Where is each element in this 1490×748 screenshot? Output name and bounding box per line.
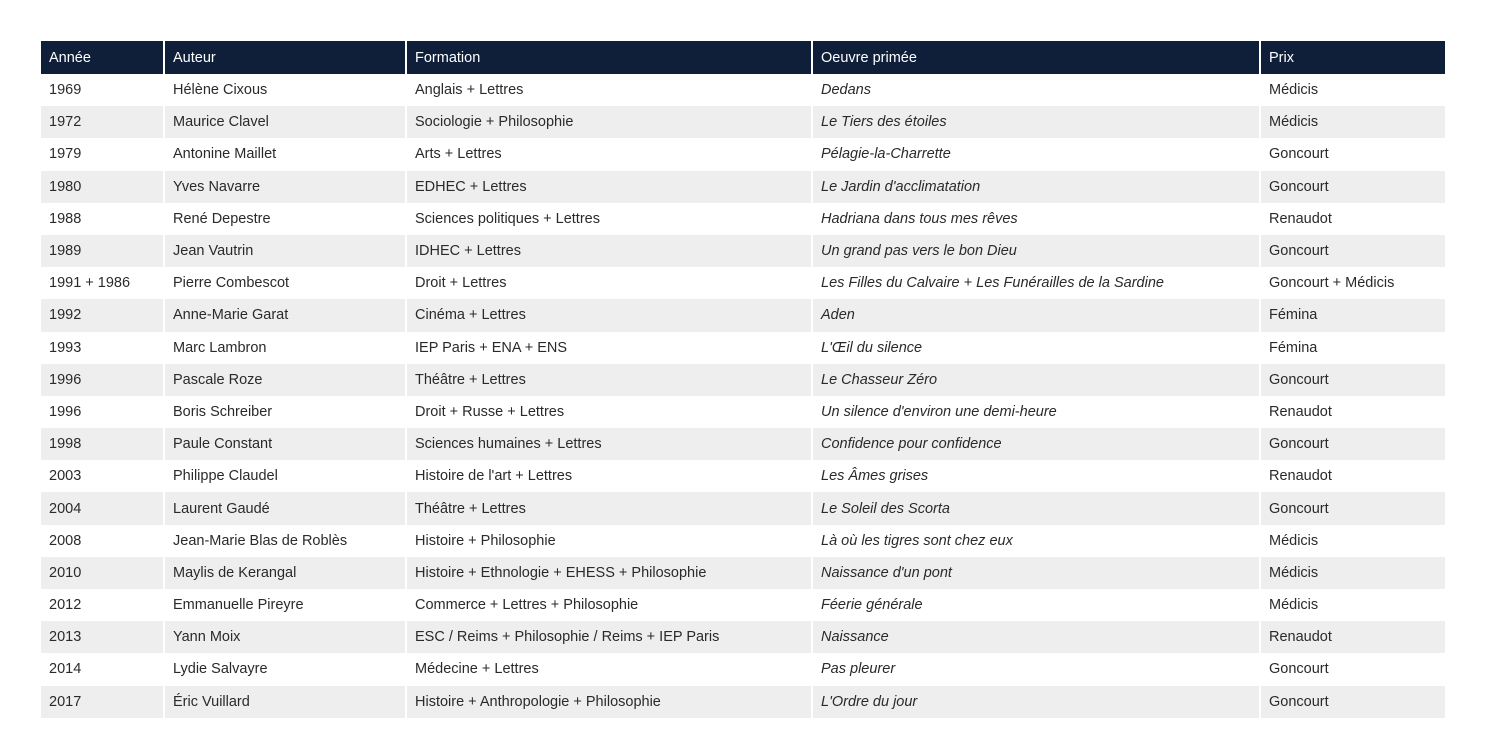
cell-prize: Médicis [1260, 525, 1445, 557]
cell-work: Confidence pour confidence [812, 428, 1260, 460]
table-row [41, 203, 1445, 235]
cell-work: Les Filles du Calvaire + Les Funérailles de la Sardine [812, 267, 1260, 299]
cell-work: Féerie générale [812, 589, 1260, 621]
cell-year: 1996 [41, 396, 164, 428]
cell-year: 2017 [41, 686, 164, 718]
table-row [41, 171, 1445, 203]
cell-year: 1980 [41, 171, 164, 203]
cell-formation: Sciences politiques + Lettres [406, 203, 812, 235]
cell-author: Antonine Maillet [164, 138, 406, 170]
table-row [41, 396, 1445, 428]
cell-formation: EDHEC + Lettres [406, 171, 812, 203]
cell-prize: Médicis [1260, 589, 1445, 621]
cell-formation: Droit + Lettres [406, 267, 812, 299]
cell-prize: Renaudot [1260, 203, 1445, 235]
cell-author: Maylis de Kerangal [164, 557, 406, 589]
cell-author: Pascale Roze [164, 364, 406, 396]
cell-year: 1998 [41, 428, 164, 460]
table-row [41, 492, 1445, 524]
cell-prize: Fémina [1260, 332, 1445, 364]
table-row [41, 686, 1445, 718]
cell-prize: Goncourt [1260, 138, 1445, 170]
cell-year: 2014 [41, 653, 164, 685]
cell-year: 2004 [41, 492, 164, 524]
table-row [41, 267, 1445, 299]
cell-work: Un silence d'environ une demi-heure [812, 396, 1260, 428]
cell-work: Le Soleil des Scorta [812, 492, 1260, 524]
header-prize: Prix [1260, 41, 1445, 74]
cell-year: 1988 [41, 203, 164, 235]
cell-prize: Goncourt [1260, 492, 1445, 524]
cell-formation: Histoire + Philosophie [406, 525, 812, 557]
cell-work: Le Tiers des étoiles [812, 106, 1260, 138]
table-row [41, 106, 1445, 138]
cell-author: Jean-Marie Blas de Roblès [164, 525, 406, 557]
cell-author: Lydie Salvayre [164, 653, 406, 685]
cell-year: 1969 [41, 74, 164, 106]
cell-formation: Cinéma + Lettres [406, 299, 812, 331]
cell-formation: Commerce + Lettres + Philosophie [406, 589, 812, 621]
cell-formation: Histoire de l'art + Lettres [406, 460, 812, 492]
cell-formation: IEP Paris + ENA + ENS [406, 332, 812, 364]
cell-formation: Sociologie + Philosophie [406, 106, 812, 138]
cell-work: Là où les tigres sont chez eux [812, 525, 1260, 557]
cell-prize: Goncourt + Médicis [1260, 267, 1445, 299]
cell-prize: Fémina [1260, 299, 1445, 331]
cell-work: Hadriana dans tous mes rêves [812, 203, 1260, 235]
cell-author: Jean Vautrin [164, 235, 406, 267]
cell-work: Aden [812, 299, 1260, 331]
cell-year: 1989 [41, 235, 164, 267]
cell-formation: Histoire + Anthropologie + Philosophie [406, 686, 812, 718]
cell-year: 2008 [41, 525, 164, 557]
header-formation: Formation [406, 41, 812, 74]
cell-formation: Médecine + Lettres [406, 653, 812, 685]
cell-year: 1979 [41, 138, 164, 170]
cell-formation: Sciences humaines + Lettres [406, 428, 812, 460]
cell-author: Philippe Claudel [164, 460, 406, 492]
cell-prize: Goncourt [1260, 235, 1445, 267]
cell-author: Éric Vuillard [164, 686, 406, 718]
table-row [41, 235, 1445, 267]
cell-year: 1996 [41, 364, 164, 396]
cell-formation: Anglais + Lettres [406, 74, 812, 106]
cell-author: Hélène Cixous [164, 74, 406, 106]
laureates-table [41, 41, 1445, 718]
cell-prize: Goncourt [1260, 686, 1445, 718]
cell-work: Pélagie-la-Charrette [812, 138, 1260, 170]
cell-author: Anne-Marie Garat [164, 299, 406, 331]
cell-year: 1992 [41, 299, 164, 331]
cell-prize: Renaudot [1260, 460, 1445, 492]
cell-prize: Goncourt [1260, 653, 1445, 685]
cell-work: Un grand pas vers le bon Dieu [812, 235, 1260, 267]
cell-year: 1993 [41, 332, 164, 364]
cell-prize: Renaudot [1260, 621, 1445, 653]
cell-work: Les Âmes grises [812, 460, 1260, 492]
cell-work: L'Œil du silence [812, 332, 1260, 364]
cell-prize: Médicis [1260, 74, 1445, 106]
table-row [41, 299, 1445, 331]
table-header [41, 41, 1445, 74]
cell-author: René Depestre [164, 203, 406, 235]
header-author: Auteur [164, 41, 406, 74]
cell-author: Laurent Gaudé [164, 492, 406, 524]
cell-year: 2012 [41, 589, 164, 621]
cell-work: Pas pleurer [812, 653, 1260, 685]
cell-prize: Médicis [1260, 557, 1445, 589]
table-row [41, 621, 1445, 653]
table-row [41, 364, 1445, 396]
cell-author: Yves Navarre [164, 171, 406, 203]
cell-prize: Renaudot [1260, 396, 1445, 428]
cell-formation: Théâtre + Lettres [406, 364, 812, 396]
cell-work: Le Chasseur Zéro [812, 364, 1260, 396]
cell-formation: Histoire + Ethnologie + EHESS + Philosophie [406, 557, 812, 589]
cell-year: 2010 [41, 557, 164, 589]
cell-prize: Goncourt [1260, 364, 1445, 396]
cell-author: Maurice Clavel [164, 106, 406, 138]
cell-year: 1972 [41, 106, 164, 138]
table-row [41, 557, 1445, 589]
cell-formation: Théâtre + Lettres [406, 492, 812, 524]
table-row [41, 428, 1445, 460]
cell-work: Le Jardin d'acclimatation [812, 171, 1260, 203]
header-row [41, 41, 1445, 74]
cell-work: L'Ordre du jour [812, 686, 1260, 718]
table-row [41, 138, 1445, 170]
table-row [41, 589, 1445, 621]
cell-year: 2013 [41, 621, 164, 653]
cell-author: Paule Constant [164, 428, 406, 460]
cell-formation: Arts + Lettres [406, 138, 812, 170]
cell-year: 2003 [41, 460, 164, 492]
cell-work: Dedans [812, 74, 1260, 106]
table-row [41, 332, 1445, 364]
laureates-table-container [41, 41, 1445, 718]
table-body [41, 74, 1445, 718]
header-year: Année [41, 41, 164, 74]
cell-prize: Goncourt [1260, 428, 1445, 460]
cell-author: Boris Schreiber [164, 396, 406, 428]
header-work: Oeuvre primée [812, 41, 1260, 74]
table-row [41, 460, 1445, 492]
cell-author: Pierre Combescot [164, 267, 406, 299]
cell-formation: IDHEC + Lettres [406, 235, 812, 267]
cell-formation: Droit + Russe + Lettres [406, 396, 812, 428]
cell-prize: Médicis [1260, 106, 1445, 138]
cell-work: Naissance [812, 621, 1260, 653]
cell-author: Yann Moix [164, 621, 406, 653]
cell-work: Naissance d'un pont [812, 557, 1260, 589]
table-row [41, 653, 1445, 685]
cell-prize: Goncourt [1260, 171, 1445, 203]
cell-year: 1991 + 1986 [41, 267, 164, 299]
table-row [41, 525, 1445, 557]
cell-formation: ESC / Reims + Philosophie / Reims + IEP Paris [406, 621, 812, 653]
table-row [41, 74, 1445, 106]
cell-author: Marc Lambron [164, 332, 406, 364]
cell-author: Emmanuelle Pireyre [164, 589, 406, 621]
